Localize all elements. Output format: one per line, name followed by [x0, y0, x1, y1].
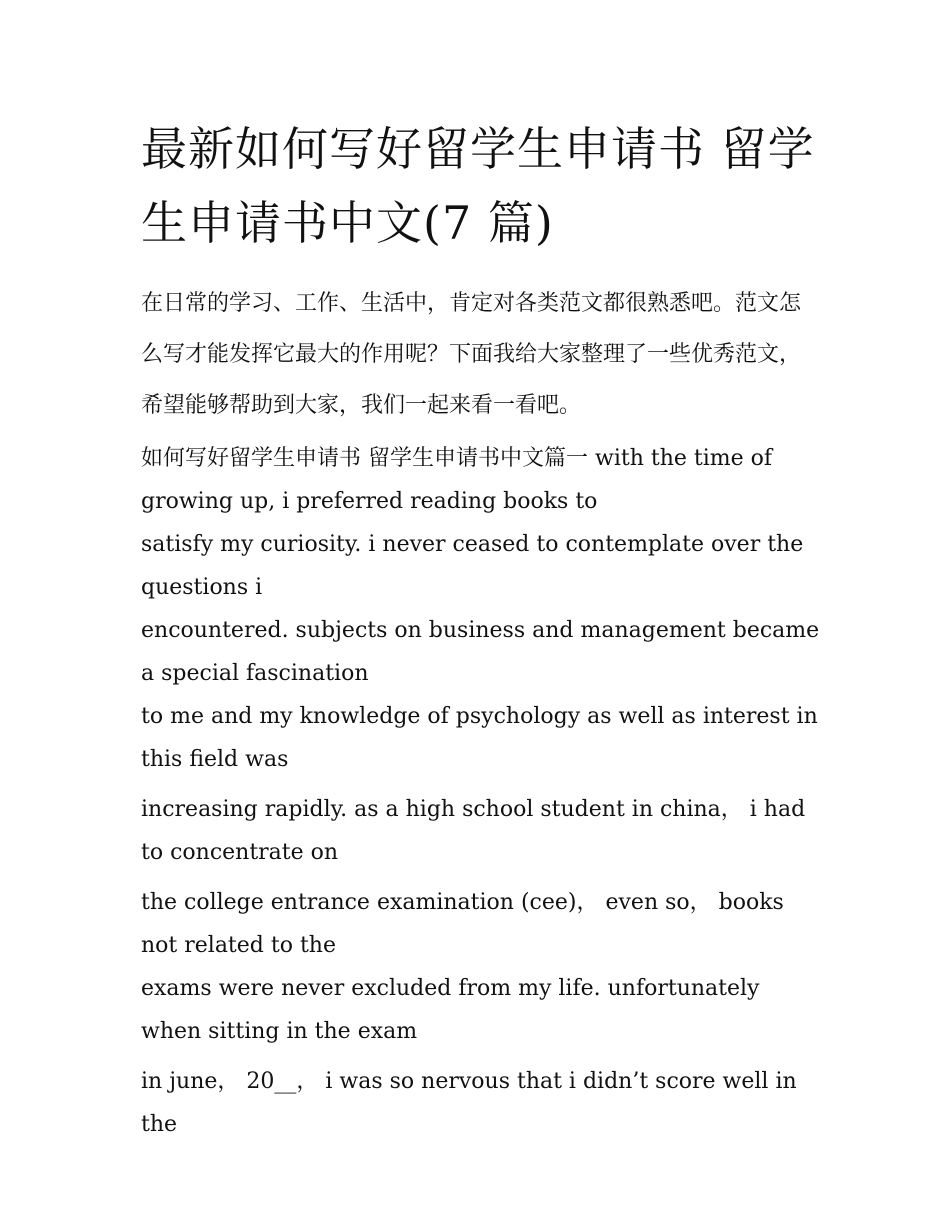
document-body [141, 112, 821, 1146]
intro-paragraph: 在日常的学习、工作、生活中，肯定对各类范文都很熟悉吧。范文怎么写才能发挥它最大的作用呢？下面我给大家整理了一些优秀范文，希望能够帮助到大家，我们一起来看一看吧。 [141, 291, 802, 418]
body-paragraph-3: encountered. subjects on business and management became a special fascination [141, 618, 820, 686]
body-paragraph-1: 如何写好留学生申请书 留学生申请书中文篇一 with the time of growing up, i preferred reading books to [141, 446, 773, 514]
document-title: 最新如何写好留学生申请书 留学生申请书中文(7 篇) [141, 122, 815, 250]
body-paragraph-7: exams were never excluded from my life. unfortunately when sitting in the exam [141, 976, 760, 1044]
body-paragraph-2: satisfy my curiosity. i never ceased to contemplate over the questions i [141, 532, 804, 600]
body-paragraph-5: increasing rapidly. as a high school student in china， i had to concentrate on [141, 797, 806, 865]
body-paragraph-4: to me and my knowledge of psychology as well as interest in this field was [141, 704, 818, 772]
body-paragraph-6: the college entrance examination (cee)， even so， books not related to the [141, 890, 784, 958]
body-paragraph-8: in june， 20__， i was so nervous that i didn’t score well in the [141, 1069, 797, 1137]
